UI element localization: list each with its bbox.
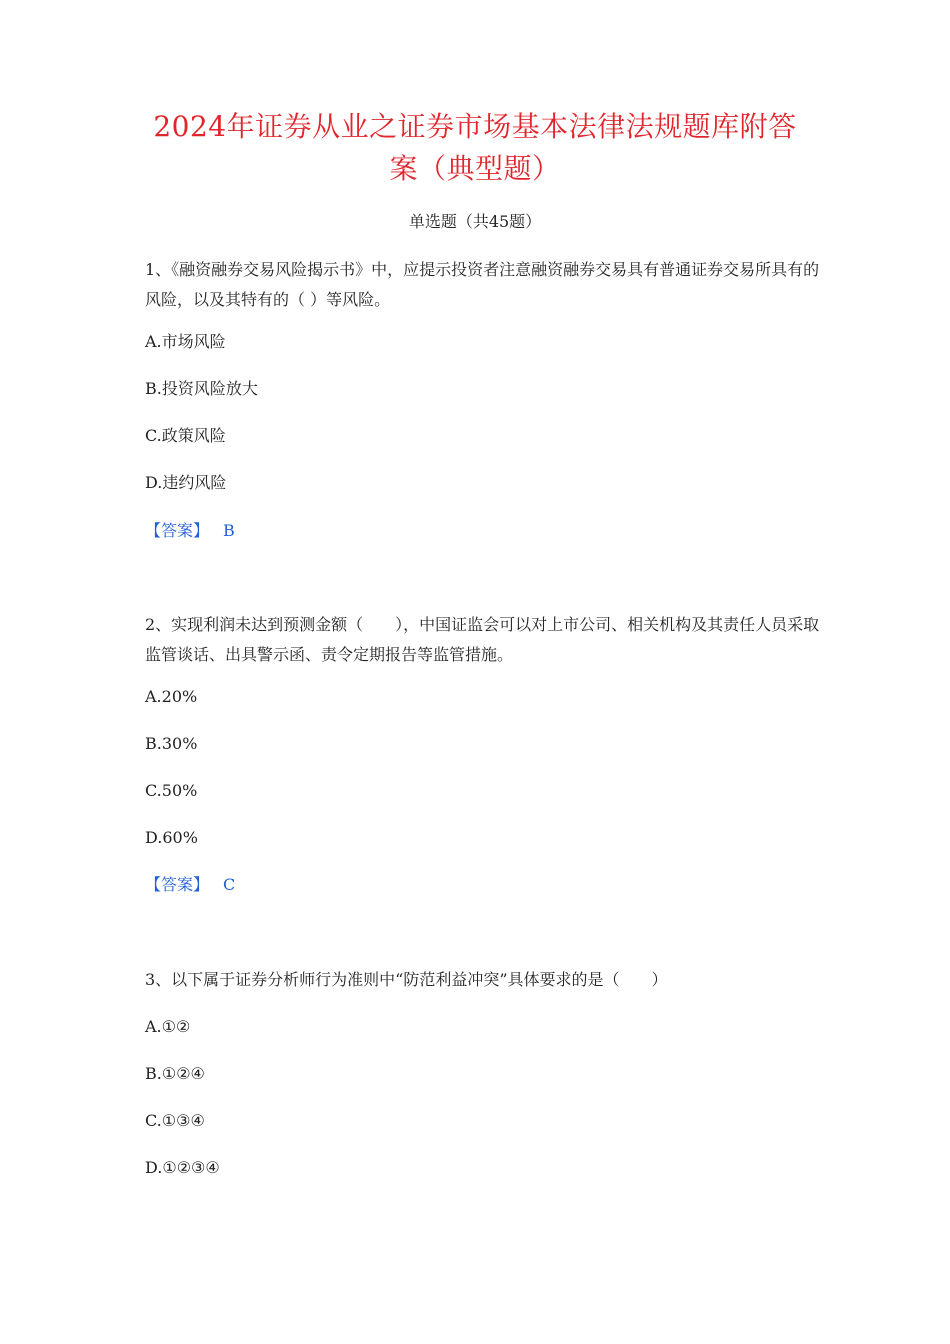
answer-label: 【答案】 [145,521,210,540]
question-1-option-a: A.市场风险 [145,332,226,351]
title-line-1: 2024年证券从业之证券市场基本法律法规题库附答 [153,110,797,143]
question-3-option-d: D.①②③④ [145,1158,220,1177]
answer-label: 【答案】 [145,875,210,894]
question-2-text: 2、实现利润未达到预测金额（ ），中国证监会可以对上市公司、相关机构及其责任人员采取监管谈话、出具警示函、责令定期报告等监管措施。 [145,615,820,664]
question-1-option-d: D.违约风险 [145,473,227,492]
question-3-option-b: B.①②④ [145,1064,205,1083]
answer-value: B [223,521,235,540]
question-1-option-b: B.投资风险放大 [145,379,258,398]
question-3-option-a: A.①② [145,1017,191,1036]
question-2-option-d: D.60% [145,828,198,847]
document-title [140,106,810,190]
question-3-option-c: C.①③④ [145,1111,205,1130]
question-3-text: 3、以下属于证券分析师行为准则中“防范利益冲突”具体要求的是（ ） [145,970,668,989]
question-2-option-a: A.20% [145,687,198,706]
question-1-text: 1、《融资融券交易风险揭示书》中，应提示投资者注意融资融券交易具有普通证券交易所具有的风险，以及其特有的（ ）等风险。 [145,260,820,309]
section-heading: 单选题（共45题） [408,212,542,231]
question-2-option-c: C.50% [145,781,198,800]
question-1-answer [145,520,235,542]
title-line-2: 案（典型题） [389,152,561,185]
answer-value: C [223,875,236,894]
question-2-answer [145,874,235,896]
question-2-option-b: B.30% [145,734,198,753]
question-1-option-c: C.政策风险 [145,426,226,445]
